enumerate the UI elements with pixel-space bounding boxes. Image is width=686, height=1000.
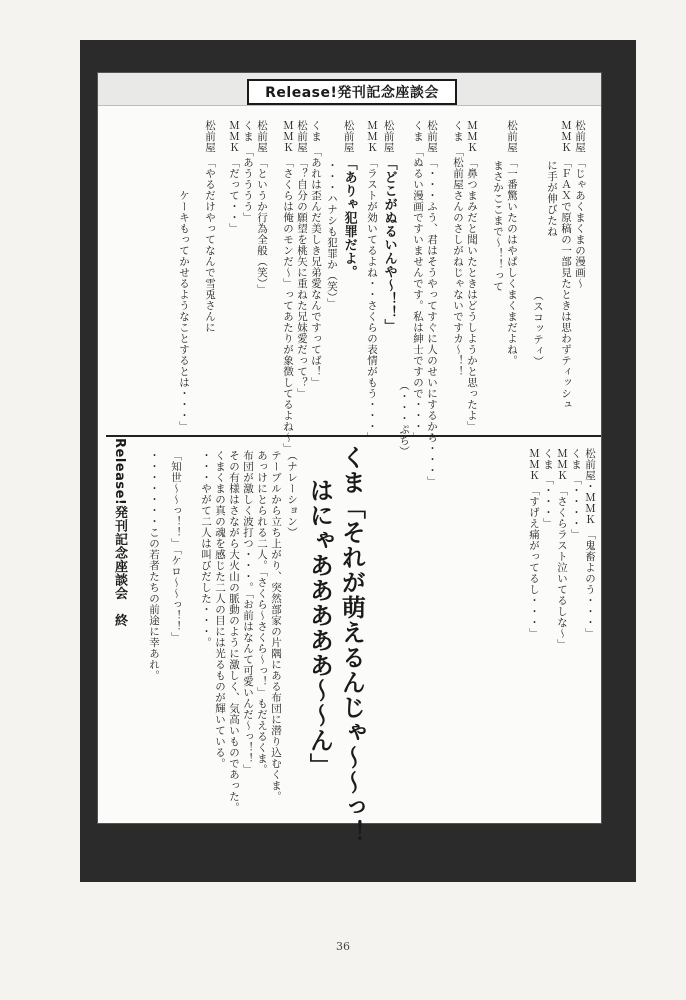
dialogue-line-10: くま「ぬるい漫画ですいませんです。私は紳士ですので・・・」 (412, 120, 425, 443)
narration-line-3: あっけにとられる二人。「さくら～さくら～っ！」もだえるくま。 (256, 450, 269, 775)
dialogue-line-28: ＭＭＫ「すげえ痛がってるし・・・」 (528, 448, 541, 639)
dialogue-line-26: ＭＭＫ「さくらラスト泣いてるしな～」 (556, 448, 569, 650)
dialogue-line-16: くま「あれは歪んだ美しき兄弟愛なんですってば！」 (310, 120, 323, 388)
narration-line-2: テーブルから立ち上がり、突然部家の片隅にある布団に潜り込むくま。 (270, 450, 283, 802)
dialogue-line-23: ケーキもってかせるようなことするとは・・・」 (178, 190, 191, 432)
dialogue-line-5: 松前屋「一番驚いたのはやぱしくまくまだよね。 (506, 120, 519, 366)
narration-line-1: （ナレーション） (286, 450, 299, 538)
exclamation-line-1: くま「それが萌えるんじゃ～～っ！ (337, 445, 366, 845)
section-divider (106, 435, 601, 437)
dialogue-line-14: 松前屋「ありゃ犯罪だよ。 (341, 120, 357, 279)
dialogue-line-12: 松前屋「どこがぬるいんや～！！」 (381, 120, 397, 333)
dialogue-line-9: 松前屋「・・・ふう、君はそうやってすぐに人のせいにするから・・・」 (426, 120, 439, 487)
dialogue-line-25: くま「・・・・」 (570, 448, 583, 540)
dialogue-line-17: 松前屋「？自分の願望を桃矢に重ねた兄妹愛だって？」 (296, 120, 309, 399)
dialogue-line-8: くま「松前屋さんのさしがねじゃないですカ～！！ (452, 120, 465, 377)
narration-line-9: ・・・・・・・この若者たちの前途に幸あれ。 (148, 450, 161, 681)
dialogue-line-19: 松前屋「というか行為全般（笑）」 (256, 120, 269, 295)
dialogue-line-1: 松前屋「じゃあくまくまの漫画～ (574, 120, 587, 289)
dialogue-line-15: ・・・ハナシも犯罪か（笑）」 (326, 160, 339, 309)
dialogue-line-20: くま「あうううう」 (242, 120, 255, 223)
dialogue-line-22: 松前屋「やるだけやってなんで雪兎さんに (204, 120, 217, 333)
narration-line-4: 布団が激しく波打つ・・・。「お前はなんて可愛いんだ～っ！！」 (242, 450, 255, 775)
narration-line-5: その有様はさながら大火山の脈動のように激しく、気高いものであった。 (228, 450, 241, 813)
exclamation-line-2: はにゃあああああ～～ん」 (305, 478, 334, 778)
dialogue-line-7: ＭＭＫ「鼻つまみだと聞いたときはどうしようかと思ったよ」 (466, 120, 479, 432)
dialogue-line-3: に手が伸びたね (546, 160, 559, 237)
dialogue-line-4: （スコッティ） (532, 290, 545, 367)
dialogue-line-18: ＭＭＫ「さくらは俺のモンだ～」ってあたりが象徴してるよね～」 (282, 120, 295, 454)
dialogue-line-11: （・・・ぷち） (398, 380, 411, 457)
dialogue-line-24: 松前屋・ＭＭＫ「鬼畜よのう・・・」 (584, 448, 597, 639)
narration-line-6: くまくまの真の魂を感じた二人の目には光るものが輝いている。 (214, 450, 227, 769)
page-number: 36 (336, 940, 350, 953)
dialogue-line-21: ＭＭＫ「だって・・」 (228, 120, 241, 234)
dialogue-line-2: ＭＭＫ「ＦＡＸで原稿の一部見たときは思わずティッシュ (560, 120, 573, 410)
narration-line-8: 「知世～～っ！！」「ケロ～～っ！！」 (170, 450, 183, 643)
dialogue-line-13: ＭＭＫ「ラストが効いてるよね・・さくらの表情がもう・・・」 (366, 120, 379, 443)
dialogue-line-6: まさかここまで～！！って (492, 160, 505, 292)
narration-line-7: ・・・やがて二人は叫びだした・・・。 (200, 450, 213, 648)
footer-title: Release!発刊記念座談会 終 (112, 438, 127, 627)
dialogue-line-27: くま「・・・」 (542, 448, 555, 529)
header-band (98, 73, 601, 106)
page-title: Release!発刊記念座談会 (247, 79, 457, 105)
